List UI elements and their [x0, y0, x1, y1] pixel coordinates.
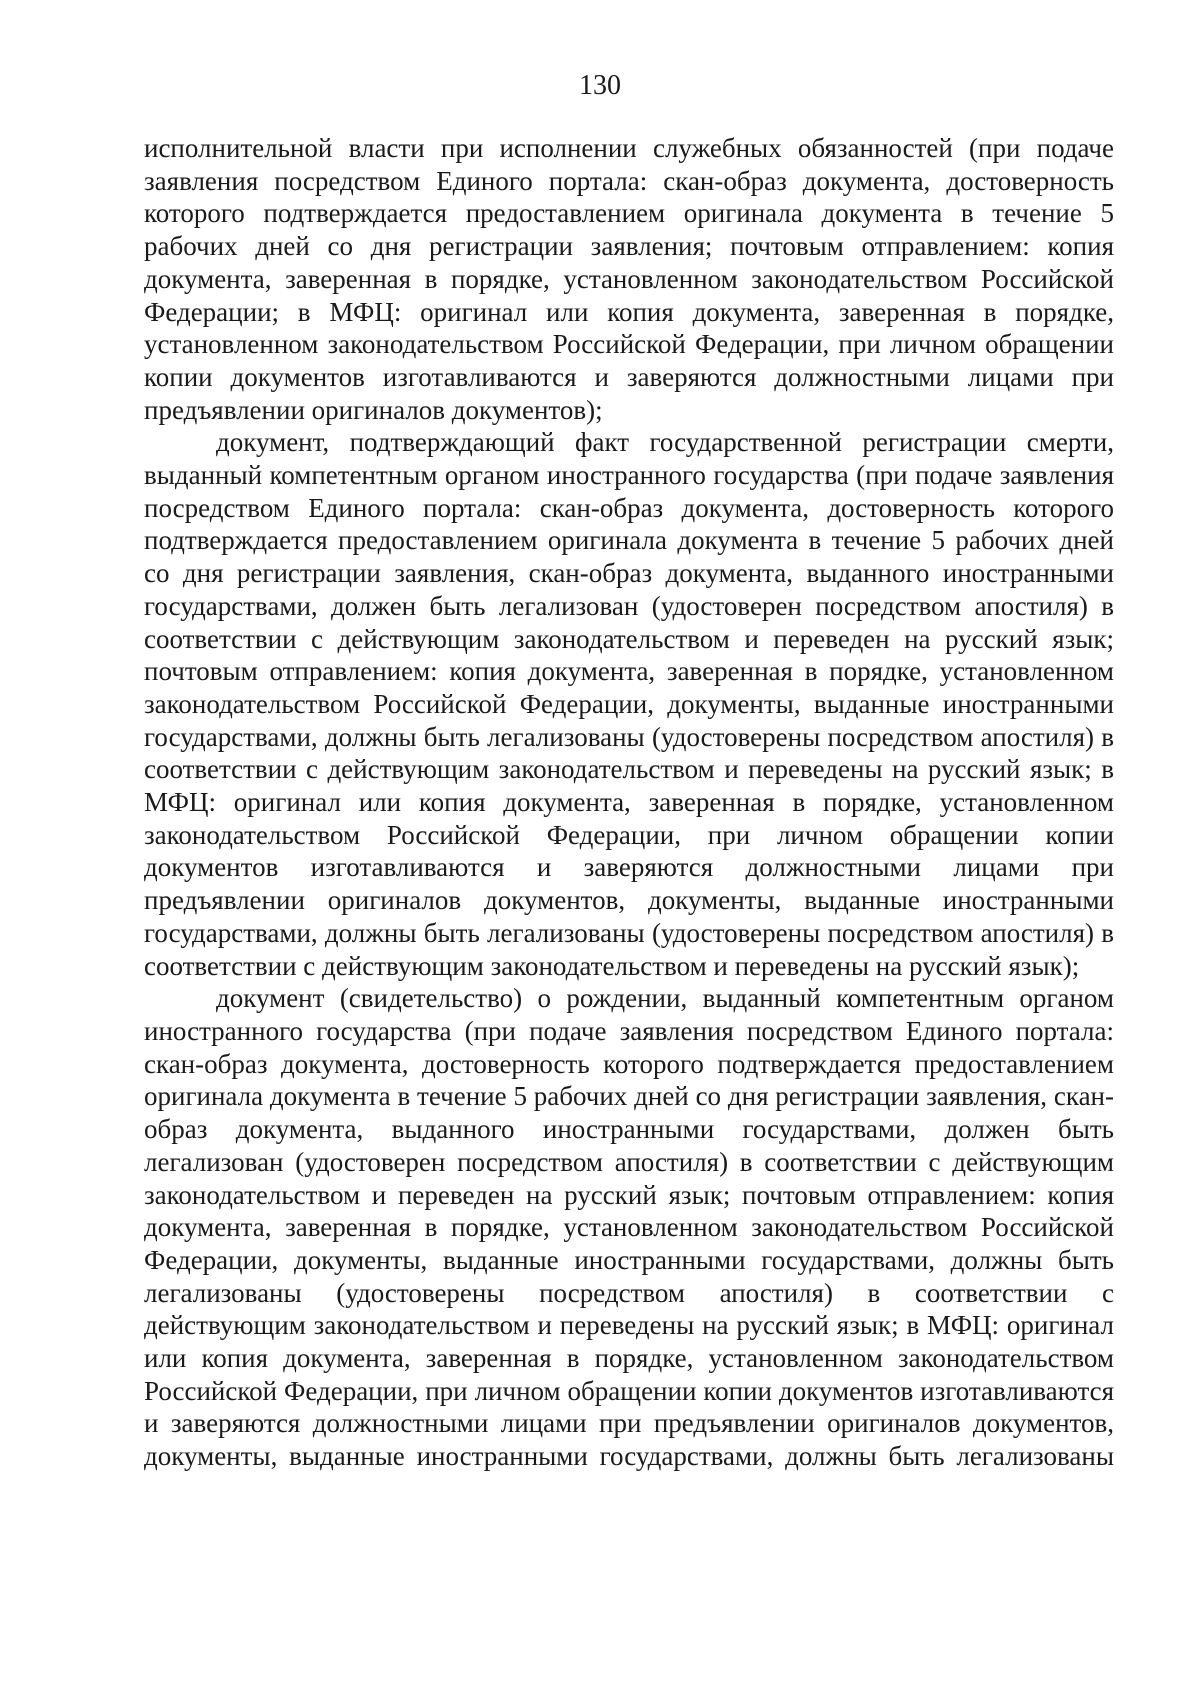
page-number: 130: [579, 70, 621, 101]
paragraph-birth-certificate: документ (свидетельство) о рождении, выданный компетентным органом иностранного государства (при подаче заявления посредством Единого портала: скан-образ документа, достоверность которого подтверждается предоставлением оригинала документа в течение 5 рабочих дней со дня регистрации заявления, скан-образ документа, выданного иностранными государствами, должен быть легализован (удостоверен посредством апостиля) в соответствии с действующим законодательством и переведен на русский язык; почтовым отправлением: копия документа, заверенная в порядке, установленном законодательством Российской Федерации, документы, выданные иностранными государствами, должны быть легализованы (удостоверены посредством апостиля) в соответствии с действующим законодательством и переведены на русский язык; в МФЦ: оригинал или копия документа, заверенная в порядке, установленном законодательством Российской Федерации, при личном обращении копии документов изготавливаются и заверяются должностными лицами при предъявлении оригиналов документов, документы, выданные иностранными государствами, должны быть легализованы: [144, 983, 1114, 1472]
paragraph-death-registration-document: документ, подтверждающий факт государственной регистрации смерти, выданный компетентным органом иностранного государства (при подаче заявления посредством Единого портала: скан-образ документа, достоверность которого подтверждается предоставлением оригинала документа в течение 5 рабочих дней со дня регистрации заявления, скан-образ документа, выданного иностранными государствами, должен быть легализован (удостоверен посредством апостиля) в соответствии с действующим законодательством и переведен на русский язык; почтовым отправлением: копия документа, заверенная в порядке, установленном законодательством Российской Федерации, документы, выданные иностранными государствами, должны быть легализованы (удостоверены посредством апостиля) в соответствии с действующим законодательством и переведены на русский язык; в МФЦ: оригинал или копия документа, заверенная в порядке, установленном законодательством Российской Федерации, при личном обращении копии документов изготавливаются и заверяются должностными лицами при предъявлении оригиналов документов, документы, выданные иностранными государствами, должны быть легализованы (удостоверены посредством апостиля) в соответствии с действующим законодательством и переведены на русский язык);: [144, 427, 1114, 981]
document-body: [144, 132, 1114, 1473]
paragraph-continuation: исполнительной власти при исполнении служебных обязанностей (при подаче заявления посредством Единого портала: скан-образ документа, достоверность которого подтверждается предоставлением оригинала документа в течение 5 рабочих дней со дня регистрации заявления; почтовым отправлением: копия документа, заверенная в порядке, установленном законодательством Российской Федерации; в МФЦ: оригинал или копия документа, заверенная в порядке, установленном законодательством Российской Федерации, при личном обращении копии документов изготавливаются и заверяются должностными лицами при предъявлении оригиналов документов);: [144, 133, 1114, 425]
